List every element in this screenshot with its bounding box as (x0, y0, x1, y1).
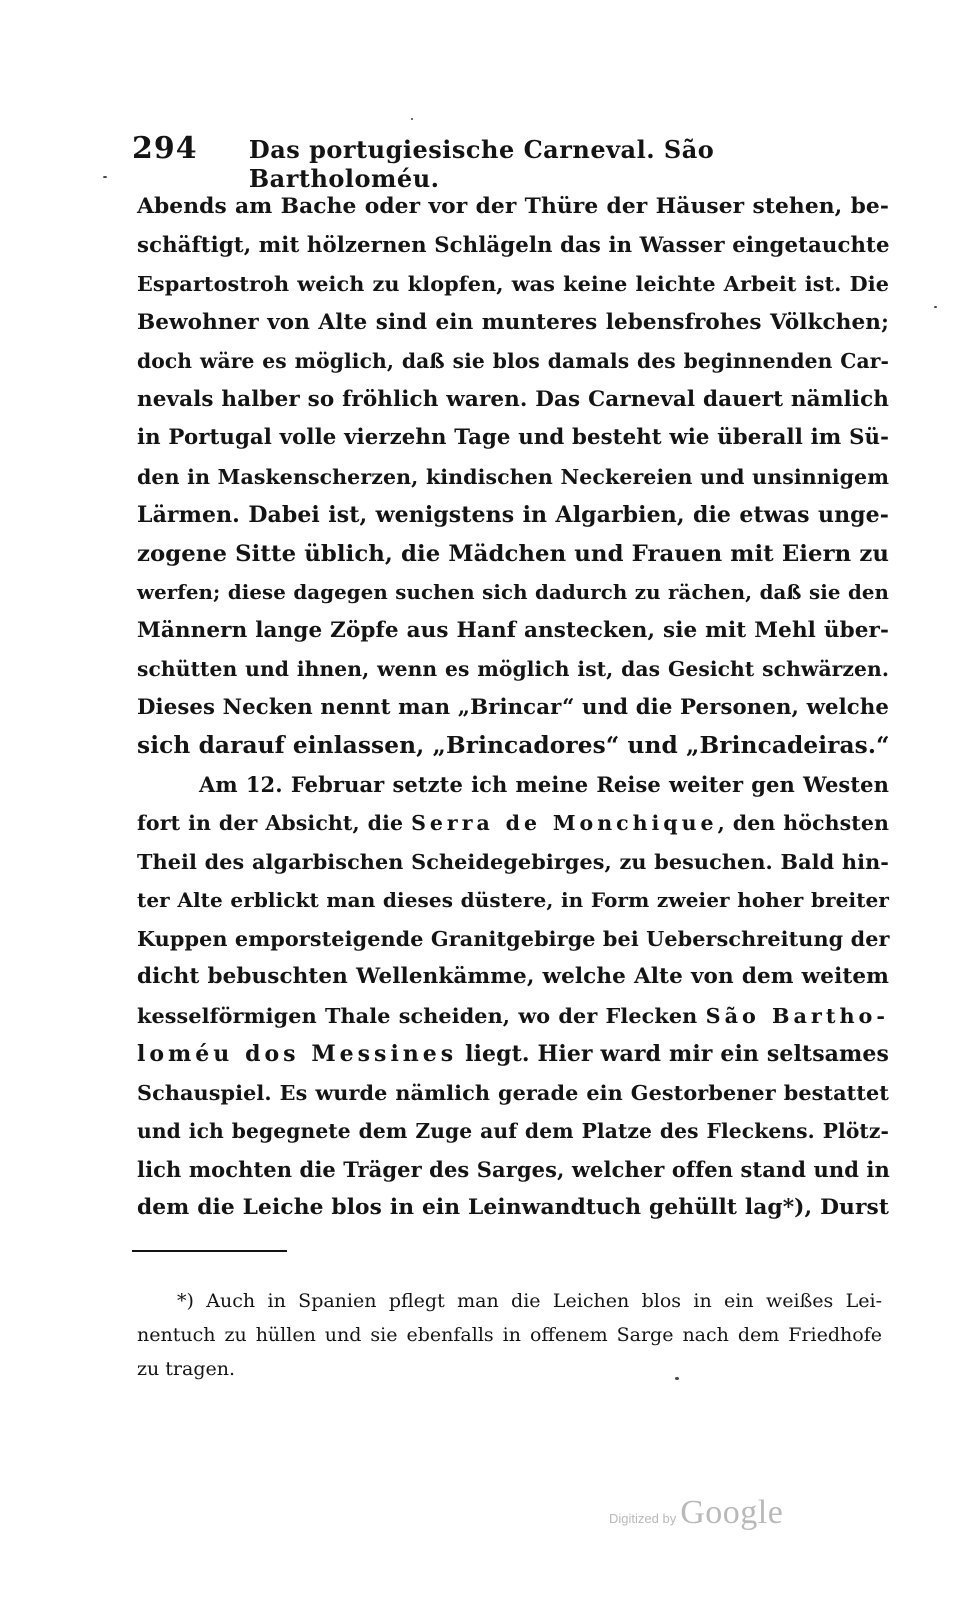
text-line: sich darauf einlassen, „Brincadores“ und „Brincadeiras.“ (137, 732, 890, 759)
place-name-serra-de-monchique: Serra de Monchique (411, 811, 718, 835)
text-line: Espartostroh weich zu klopfen, was keine leichte Arbeit ist. Die (137, 272, 889, 296)
text-fragment: , den höchsten (717, 811, 889, 835)
text-line: ter Alte erblickt man dieses düstere, in Form zweier hoher breiter (137, 888, 889, 912)
text-line: Dieses Necken nennt man „Brincar“ und die Personen, welche (137, 694, 889, 720)
text-line: lich mochten die Träger des Sarges, welcher offen stand und in (137, 1156, 890, 1182)
text-fragment: kesselförmigen Thale scheiden, wo der Flecken (137, 1003, 706, 1028)
text-line: in Portugal volle vierzehn Tage und besteht wie überall im Sü- (137, 425, 889, 450)
text-line: werfen; diese dagegen suchen sich dadurch zu rächen, daß sie den (137, 580, 889, 604)
scan-speck (675, 1377, 679, 1380)
scan-speck (934, 306, 937, 308)
text-line: Theil des algarbischen Scheidegebirges, zu besuchen. Bald hin- (137, 849, 889, 874)
text-fragment: fort in der Absicht, die (137, 811, 412, 835)
place-name-sao-bartholomeu-cont: loméu dos Messines (137, 1041, 458, 1067)
footnote-divider (132, 1250, 287, 1252)
text-line: Schauspiel. Es wurde nämlich gerade ein Gestorbener bestattet (137, 1080, 889, 1105)
footnote-line: nentuch zu hüllen und sie ebenfalls in offenem Sarge nach dem Friedhofe (137, 1324, 882, 1346)
text-line (137, 997, 889, 1036)
running-title: Das portugiesische Carneval. São Bartholoméu. (248, 135, 715, 193)
footnote-line: zu tragen. (137, 1358, 236, 1380)
text-line: dicht bebuschten Wellenkämme, welche Alte von dem weitem (137, 964, 889, 989)
scan-speck (411, 118, 413, 120)
text-line: nevals halber so fröhlich waren. Das Carneval dauert nämlich (137, 386, 889, 412)
footnote-line: *) Auch in Spanien pflegt man die Leichen blos in ein weißes Lei- (177, 1290, 882, 1312)
google-logo: Google (680, 1494, 784, 1531)
text-line (137, 1035, 889, 1074)
text-line: Bewohner von Alte sind ein munteres lebensfrohes Völkchen; (137, 309, 889, 335)
text-line: doch wäre es möglich, daß sie blos damals des beginnenden Car- (137, 349, 889, 373)
text-line: schütten und ihnen, wenn es möglich ist, das Gesicht schwärzen. (137, 657, 889, 681)
text-line: zogene Sitte üblich, die Mädchen und Frauen mit Eiern zu (137, 540, 889, 567)
text-line: den in Maskenscherzen, kindischen Neckereien und unsinnigem (137, 464, 889, 489)
text-line (137, 804, 889, 843)
digitized-watermark (609, 1494, 783, 1532)
place-name-sao-bartholomeu: São Bartho- (705, 1003, 889, 1028)
text-line: dem die Leiche blos in ein Leinwandtuch gehüllt lag*), Durst (137, 1195, 889, 1220)
text-line: Lärmen. Dabei ist, wenigstens in Algarbien, die etwas unge- (137, 502, 889, 528)
text-line: Abends am Bache oder vor der Thüre der Häuser stehen, be- (137, 194, 889, 219)
watermark-prefix: Digitized by (609, 1511, 677, 1526)
scan-speck (103, 176, 107, 178)
page-header (132, 131, 812, 193)
page-number: 294 (132, 131, 198, 166)
text-line: und ich begegnete dem Zuge auf dem Platze des Fleckens. Plötz- (137, 1119, 889, 1143)
text-fragment: liegt. Hier ward mir ein seltsames (457, 1041, 889, 1067)
paragraph-start-line: Am 12. Februar setzte ich meine Reise weiter gen Westen (199, 771, 889, 797)
text-line: schäftigt, mit hölzernen Schlägeln das in Wasser eingetauchte (137, 232, 890, 258)
body-text (137, 188, 889, 1228)
text-line: Kuppen emporsteigende Granitgebirge bei Ueberschreitung der (137, 926, 890, 951)
text-line: Männern lange Zöpfe aus Hanf anstecken, sie mit Mehl über- (137, 617, 889, 643)
footnote (137, 1284, 882, 1386)
